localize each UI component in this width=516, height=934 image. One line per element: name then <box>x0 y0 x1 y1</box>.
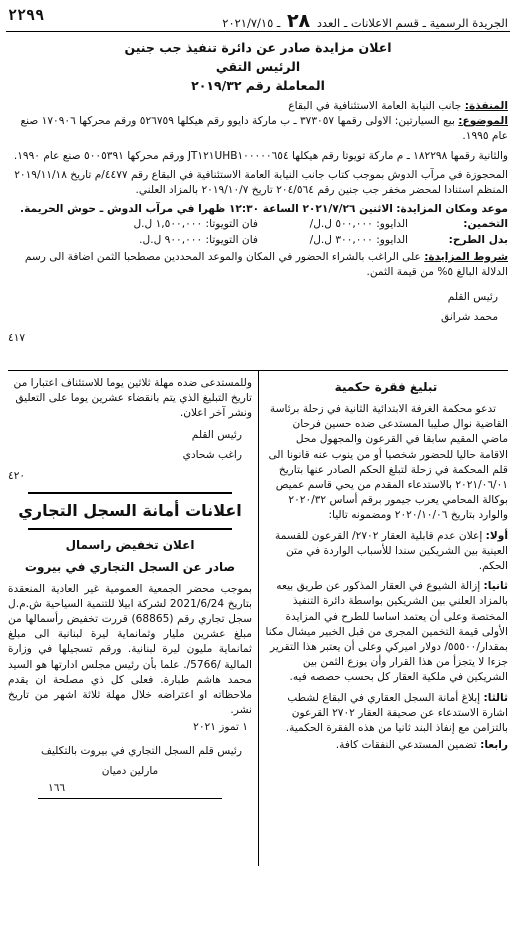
executor-label: المنفذة: <box>464 100 508 112</box>
item3-label: ثالثا: <box>483 691 508 704</box>
seizure-line: المحجوزة في مرآب الدوش بموجب كتاب جانب النيابة العامة الاستئنافية في البقاع رقم ٤٤٧٧/م تاريخ ٢٠١٩/١١/١٨ المنظم استنادا لمحضر مخفر جب جنين رقم ٢٠٤/٥٦٤ تاريخ ٢٠١٩/١٠/٧ بالمزاد العلني. <box>14 168 508 197</box>
judgment-item-2 <box>264 579 508 685</box>
capital-signature-name: مارلين دميان <box>101 764 159 777</box>
executor-text: جانب النيابة العامة الاستئنافية في البقاع <box>288 100 462 112</box>
capital-notice-subtitle: صادر عن السجل التجاري في بيروت <box>24 559 236 574</box>
capital-notice-title: اعلان تخفيض راسمال <box>65 537 195 552</box>
conditions-line <box>8 250 508 280</box>
conditions-text: على الراغب بالشراء الحضور في المكان والموعد المحددين مصطحبا الثمن اضافة الى رسم الدلالة البالغ ٥% من قيمة الثمن. <box>24 250 508 279</box>
executor-line <box>8 99 508 114</box>
capital-notice-date: ١ تموز ٢٠٢١ <box>193 721 248 734</box>
start-daewoo: الدايوو: ٣٠٠,٠٠٠ ل.ل/ <box>309 233 408 246</box>
time-label: موعد ومكان المزايدة: <box>396 203 508 216</box>
capital-notice-body: بموجب محضر الجمعية العمومية غير العادية المنعقدة بتاريخ 2021/6/24 لشركة ابيلا للتنمية السياحية ش.م.ل سجل تجاري رقم (68865) قررت تخفيض رأسمالها من مبلغ عشرين مليار وثمانماية ليرة لبنانية الى مبلغ ثمانماية مليون ليرة لبنانية. ورقم تسجيلها في وزارة المالية /5766/. علما بأن رئيس مجلس ادارتها هو السيد محمد هاشم طبارة. فعلى كل ذي مصلحة ان يقدم ملاحظاته او اعتراضه خلال مهلة ثلاثة اشهر من تاريخ نشر. <box>8 582 252 717</box>
capital-signature-title: رئيس قلم السجل التجاري في بيروت بالتكليف <box>40 744 242 757</box>
judgment-item-1 <box>264 529 508 575</box>
appeal-signature-title: رئيس القلم <box>191 428 242 441</box>
header-source: الجريدة الرسمية ـ قسم الاعلانات ـ العدد <box>316 16 508 30</box>
estimate-daewoo: الدايوو: ٥٠٠,٠٠٠ ل.ل/ <box>309 218 408 231</box>
conditions-label: شروط المزايدة: <box>424 250 508 263</box>
item2-label: ثانيا: <box>483 580 508 593</box>
judgment-body: تدعو محكمة الغرفة الابتدائية الثانية في زحلة برئاسة القاضية نوال صليبا المستدعى ضده حسين فرحان ماضي المقيم سابقا في القرعون والمجهول محل الاقامة حاليا للحضور شخصيا أو من ينوب عنه قانونا الى قلم المحكمة في زحلة لتبلغ الحكم الصادر عنها بتاريخ ٢٠٢١/٠٦/٠١ بالاستدعاء المقدم من يحي قاسم عميص بوكالة المحامي يعرب جيمور برقم أساس ٢٠٢٠/٣٢ والوارد بتاريخ ٢٠٢٠/١٠/٠٦ ومضمونه تاليا: <box>268 403 508 522</box>
item2-text: إزالة الشيوع في العقار المذكور عن طريق بيعه بالمزاد العلني بين الشريكين بواسطة دائرة التنفيذ المختصة وعلى أن يعتمد اساسا للطرح في المزايدة الأولى قيمة التخمين المجرى من قبل الخبير ميشال مكنا بمقدار/٥٥٥٠٠/ دولار اميركي وعلى أن يعتبر هذا التقرير جزءا لا يتجزأ من هذا القرار وأن يوزع الثمن بين الشريكين في ملكية العقار كل بحسب حصصه فيه. <box>265 580 508 684</box>
estimate-label: التخمين: <box>463 218 508 231</box>
appeal-number: ٤٢٠ <box>8 469 26 482</box>
estimate-toyota: فان التويوتا: ١,٥٠٠,٠٠٠ ل.ل <box>133 218 258 231</box>
capital-number: ١٦٦ <box>48 781 66 794</box>
header-rule <box>6 31 510 32</box>
header-issue: ٢٨ <box>286 10 311 32</box>
subject-text: بيع السيارتين: الاولى رقمها ٣٧٣٠٥٧ ـ ب ماركة دايوو رقم هيكلها ٥٢٦٧٥٩ ورقم محركها ١٧٠٩٠٦ صنع عام ١٩٩٥. <box>20 115 508 143</box>
judgment-item-3 <box>264 691 508 737</box>
start-label: بدل الطرح: <box>448 233 508 246</box>
auction-title: اعلان مزايدة صادر عن دائرة تنفيذ جب جنين <box>124 40 392 55</box>
header-title <box>222 10 508 32</box>
header-date: ـ ٢٠٢١/٧/١٥ <box>222 16 281 30</box>
column-divider <box>258 370 259 866</box>
end-rule <box>38 798 222 799</box>
start-toyota: فان التويوتا: ٩٠٠,٠٠٠ ل.ل. <box>139 233 258 246</box>
item1-label: أولا: <box>485 529 508 542</box>
auction-subtitle: الرئيس التقي <box>215 59 301 74</box>
auction-signature-title: رئيس القلم <box>447 291 498 304</box>
section-top-rule <box>28 492 232 494</box>
item1-text: إعلان عدم قابلية العقار ٢٧٠٢/ القرعون للقسمة العينية بين الشريكين سندا للأسباب الواردة في متن الحكم. <box>275 529 508 573</box>
item3-text: إبلاغ أمانة السجل العقاري في البقاع لشطب اشارة الاستدعاء عن صحيفة العقار ٢٧٠٢ القرعون بالتزامن مع إنفاذ البند ثانيا من هذه الفقرة الحكمية. <box>285 691 508 735</box>
section-bottom-rule <box>28 528 232 530</box>
left-column <box>8 376 252 803</box>
page-header <box>6 4 510 30</box>
subject-line <box>8 114 508 144</box>
appeal-signature-name: راغب شحادي <box>182 448 242 461</box>
page-number: ٢٢٩٩ <box>8 6 45 24</box>
auction-notice <box>8 38 508 344</box>
second-car-line: والثانية رقمها ١٨٢٢٩٨ ـ م ماركة تويوتا رقم هيكلها JT١٢١UHB١٠٠٠٠٠٦٥٤ ورقم محركها ٥٠٠٥٣٩١ صنع عام ١٩٩٠. <box>13 149 508 162</box>
estimate-line <box>8 217 508 232</box>
judgment-item-4 <box>264 738 508 753</box>
start-line <box>8 233 508 248</box>
auction-signature-name: محمد شرانق <box>440 311 498 324</box>
time-text: الاثنين ٢٠٢١/٧/٢٦ الساعة ١٢:٣٠ ظهرا في مرآب الدوش ـ حوش الحريمة. <box>20 203 393 216</box>
subject-label: الموضوع: <box>458 115 508 128</box>
judgment-title: تبليغ فقرة حكمية <box>334 380 438 394</box>
appeal-body: وللمستدعى ضده مهلة ثلاثين يوما للاستئناف اعتبارا من تاريخ التبليغ الذي يتم بانقضاء عشرين يوما على التعليق ونشر آخر اعلان. <box>13 377 252 420</box>
section-title: اعلانات أمانة السجل التجاري <box>18 500 242 520</box>
auction-number: ٤١٧ <box>8 332 26 345</box>
time-line <box>8 202 508 217</box>
auction-ref: المعاملة رقم ٢٠١٩/٣٢ <box>191 78 325 93</box>
item4-label: رابعا: <box>480 739 508 752</box>
judgment-notice <box>264 378 508 753</box>
item4-text: تضمين المستدعي النفقات كافة. <box>335 739 477 752</box>
